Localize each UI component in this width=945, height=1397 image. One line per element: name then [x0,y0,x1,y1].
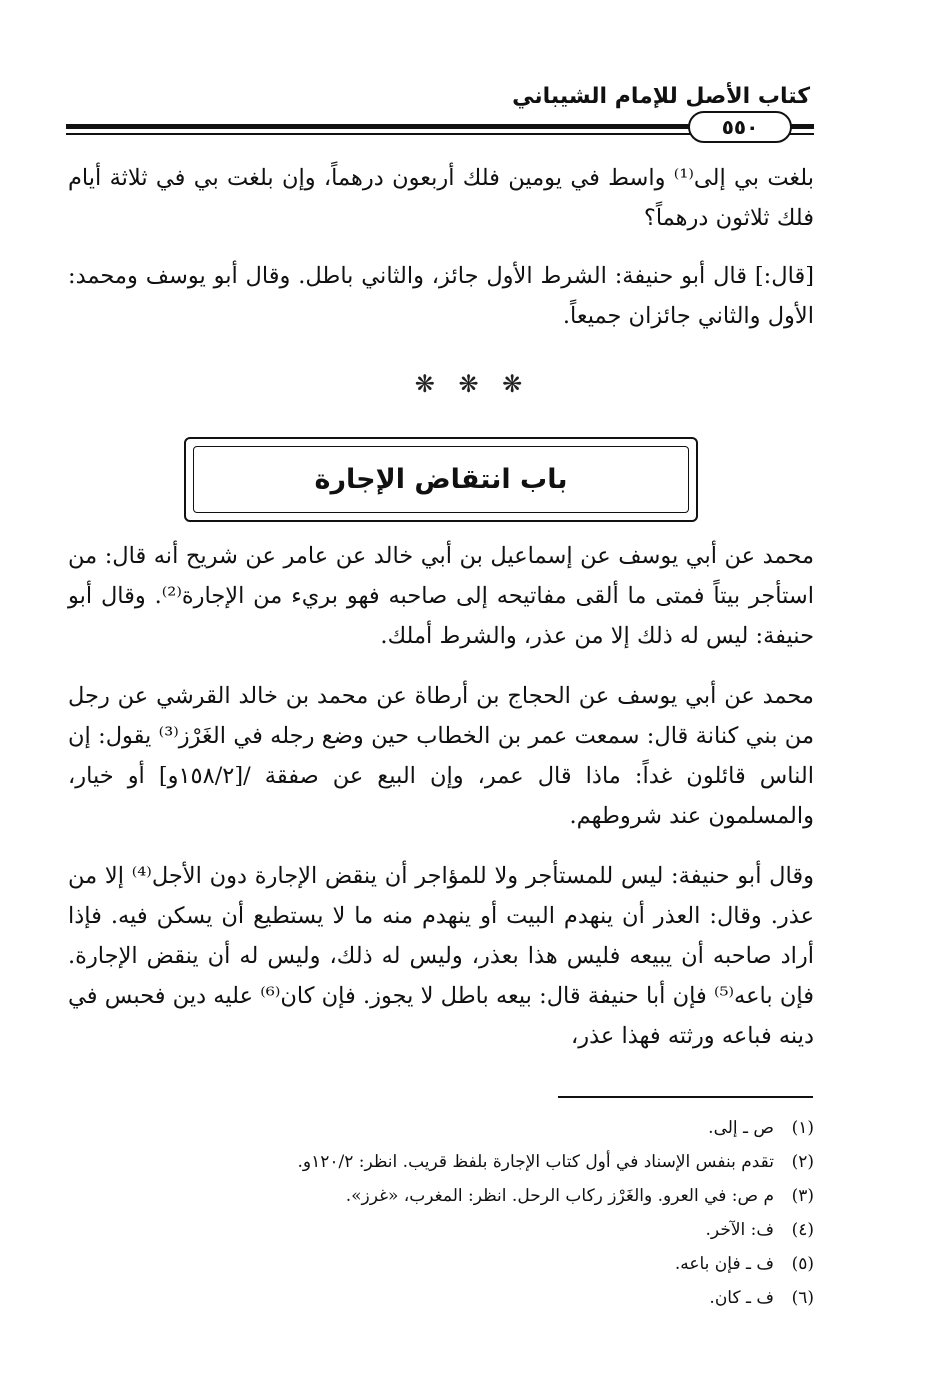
footnote-number: (٣) [791,1186,814,1206]
footnote-number: (٢) [791,1152,814,1172]
footnote-text: ف: الآخر. [705,1220,774,1240]
footnote-text: ف ـ فإن باعه. [674,1254,774,1274]
footnotes-list [68,1111,814,1315]
footnote-number: (٥) [791,1254,814,1274]
footnote-item [68,1111,814,1145]
footnote-item [68,1179,814,1213]
paragraph-2: [قال:] قال أبو حنيفة: الشرط الأول جائز، والثاني باطل. وقال أبو يوسف ومحمد: الأول والثاني جائزان جميعاً. [68,263,814,329]
footnote-separator [558,1096,813,1098]
footnote-number: (١) [791,1118,814,1138]
paragraph-4: محمد عن أبي يوسف عن الحجاج بن أرطاة عن محمد بن خالد القرشي عن رجل من بني كنانة قال: سمعت عمر بن الخطاب حين وضع رجله في الغَرْز⁽³⁾ يقول: إن الناس قائلون غداً: ماذا قال عمر، وإن البيع عن صفقة /[١٥٨/٢و] أو خيار، والمسلمون عند شروطهم. [68,683,814,829]
footnote-text: تقدم بنفس الإسناد في أول كتاب الإجارة بلفظ قريب. انظر: ١٢٠/٢و. [297,1152,774,1172]
chapter-title: باب انتقاض الإجارة [314,464,568,495]
running-title: كتاب الأصل للإمام الشيباني [512,84,810,109]
footnote-item [68,1213,814,1247]
footnote-item [68,1247,814,1281]
paragraph-5: وقال أبو حنيفة: ليس للمستأجر ولا للمؤاجر أن ينقض الإجارة دون الأجل⁽⁴⁾ إلا من عذر. وقال: العذر أن ينهدم البيت أو ينهدم منه ما لا يستطيع أن يسكن فيه. فإذا أراد صاحبه أن يبيعه فليس هذا بعذر، وليس له ذلك، وليس له أن ينقض الإجارة. فإن باعه⁽⁵⁾ فإن أبا حنيفة قال: بيعه باطل لا يجوز. فإن كان⁽⁶⁾ عليه دين فحبس في دينه فباعه ورثته فهذا عذر، [68,863,815,1049]
footnote-item [68,1281,814,1315]
footnote-text: م ص: في العرو. والغَرْز ركاب الرحل. انظر: المغرب، «غرز». [345,1186,774,1206]
page-number-badge [688,111,792,143]
footnote-item [68,1145,814,1179]
chapter-heading-frame [184,437,698,522]
paragraph-3: محمد عن أبي يوسف عن إسماعيل بن أبي خالد عن عامر عن شريح أنه قال: من استأجر بيتاً فمتى ما ألقى مفاتيحه إلى صاحبه فهو بريء من الإجارة⁽²⁾. وقال أبو حنيفة: ليس له ذلك إلا من عذر، والشرط أملك. [68,543,814,649]
footnote-text: ف ـ كان. [709,1288,774,1308]
paragraph-1: بلغت بي إلى⁽¹⁾ واسط في يومين فلك أربعون درهماً، وإن بلغت بي في ثلاثة أيام فلك ثلاثون درهماً؟ [68,165,814,231]
footnote-number: (٤) [791,1220,814,1240]
footnote-text: ص ـ إلى. [708,1118,774,1138]
footnote-number: (٦) [791,1288,814,1308]
page-number: ٥٥٠ [721,115,759,139]
chapter-heading-inner-frame [193,446,689,513]
section-separator: ❋ ❋ ❋ [414,370,531,398]
